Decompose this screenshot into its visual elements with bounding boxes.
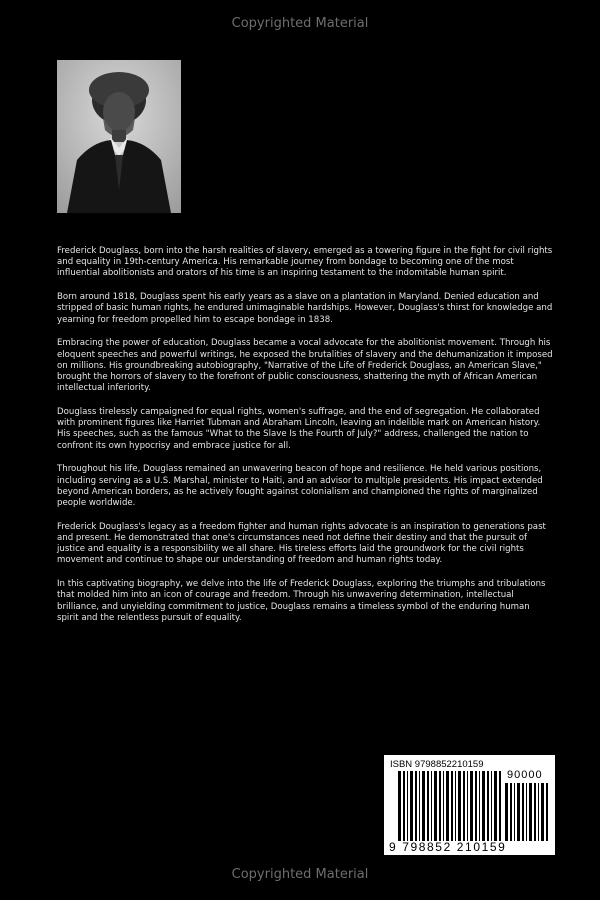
description-paragraph-3: Embracing the power of education, Douglass became a vocal advocate for the abolitionist movement. Through his eloquent speeches and powerful writings, he exposed the brutalities of slavery and the dehumanization it imposed on millions. His groundbreaking autobiography, "Narrative of the Life of Frederick Douglass, an American Slave," brought the horrors of slavery to the forefront of public consciousness, shattering the myth of African American intellectual inferiority. (57, 338, 553, 394)
book-description (57, 246, 553, 637)
description-paragraph-6: Frederick Douglass's legacy as a freedom fighter and human rights advocate is an inspiration to generations past and present. He demonstrated that one's circumstances need not define their destiny and that the pursuit of justice and equality is a responsibility we all share. His tireless efforts laid the groundwork for the civil rights movement and continue to shape our understanding of freedom and human rights today. (57, 521, 546, 566)
barcode-digits: 9 798852 210159 (389, 840, 507, 854)
portrait-photo-icon (57, 60, 181, 213)
isbn-label: ISBN 9798852210159 (390, 759, 484, 770)
barcode-bars-icon (398, 771, 502, 841)
copyright-watermark-bottom: Copyrighted Material (231, 867, 369, 882)
copyright-watermark-top: Copyrighted Material (231, 16, 369, 31)
isbn-barcode (384, 755, 555, 855)
description-paragraph-5: Throughout his life, Douglass remained an unwavering beacon of hope and resilience. He held various positions, including serving as a U.S. Marshal, minister to Haiti, and an advisor to multiple presidents. His impact extended beyond American borders, as he actively fought against colonialism and championed the rights of marginalized people worldwide. (57, 464, 543, 509)
price-code: 90000 (507, 769, 543, 781)
description-paragraph-1: Frederick Douglass, born into the harsh realities of slavery, emerged as a towering figure in the fight for civil rights and equality in 19th-century America. His remarkable journey from bondage to becoming one of the most influential abolitionists and orators of his time is an inspiring testament to the indomitable human spirit. (57, 246, 553, 279)
addon-barcode-bars-icon (505, 783, 549, 841)
description-paragraph-7: In this captivating biography, we delve into the life of Frederick Douglass, exploring the triumphs and tribulations that molded him into an icon of courage and freedom. Through his unwavering determination, intellectual brilliance, and unyielding commitment to justice, Douglass remains a timeless symbol of the enduring human spirit and the relentless pursuit of equality. (57, 579, 546, 623)
author-portrait (57, 60, 181, 213)
description-paragraph-4: Douglass tirelessly campaigned for equal rights, women's suffrage, and the end of segregation. He collaborated with prominent figures like Harriet Tubman and Abraham Lincoln, leaving an indelible mark on American history. His speeches, such as the famous "What to the Slave Is the Fourth of July?" address, challenged the nation to confront its own hypocrisy and embrace justice for all. (57, 407, 541, 451)
description-paragraph-2: Born around 1818, Douglass spent his early years as a slave on a plantation in Maryland. Denied education and stripped of basic human rights, he endured unimaginable hardships. However, Douglass's thirst for knowledge and yearning for freedom propelled him to escape bondage in 1838. (57, 292, 553, 325)
